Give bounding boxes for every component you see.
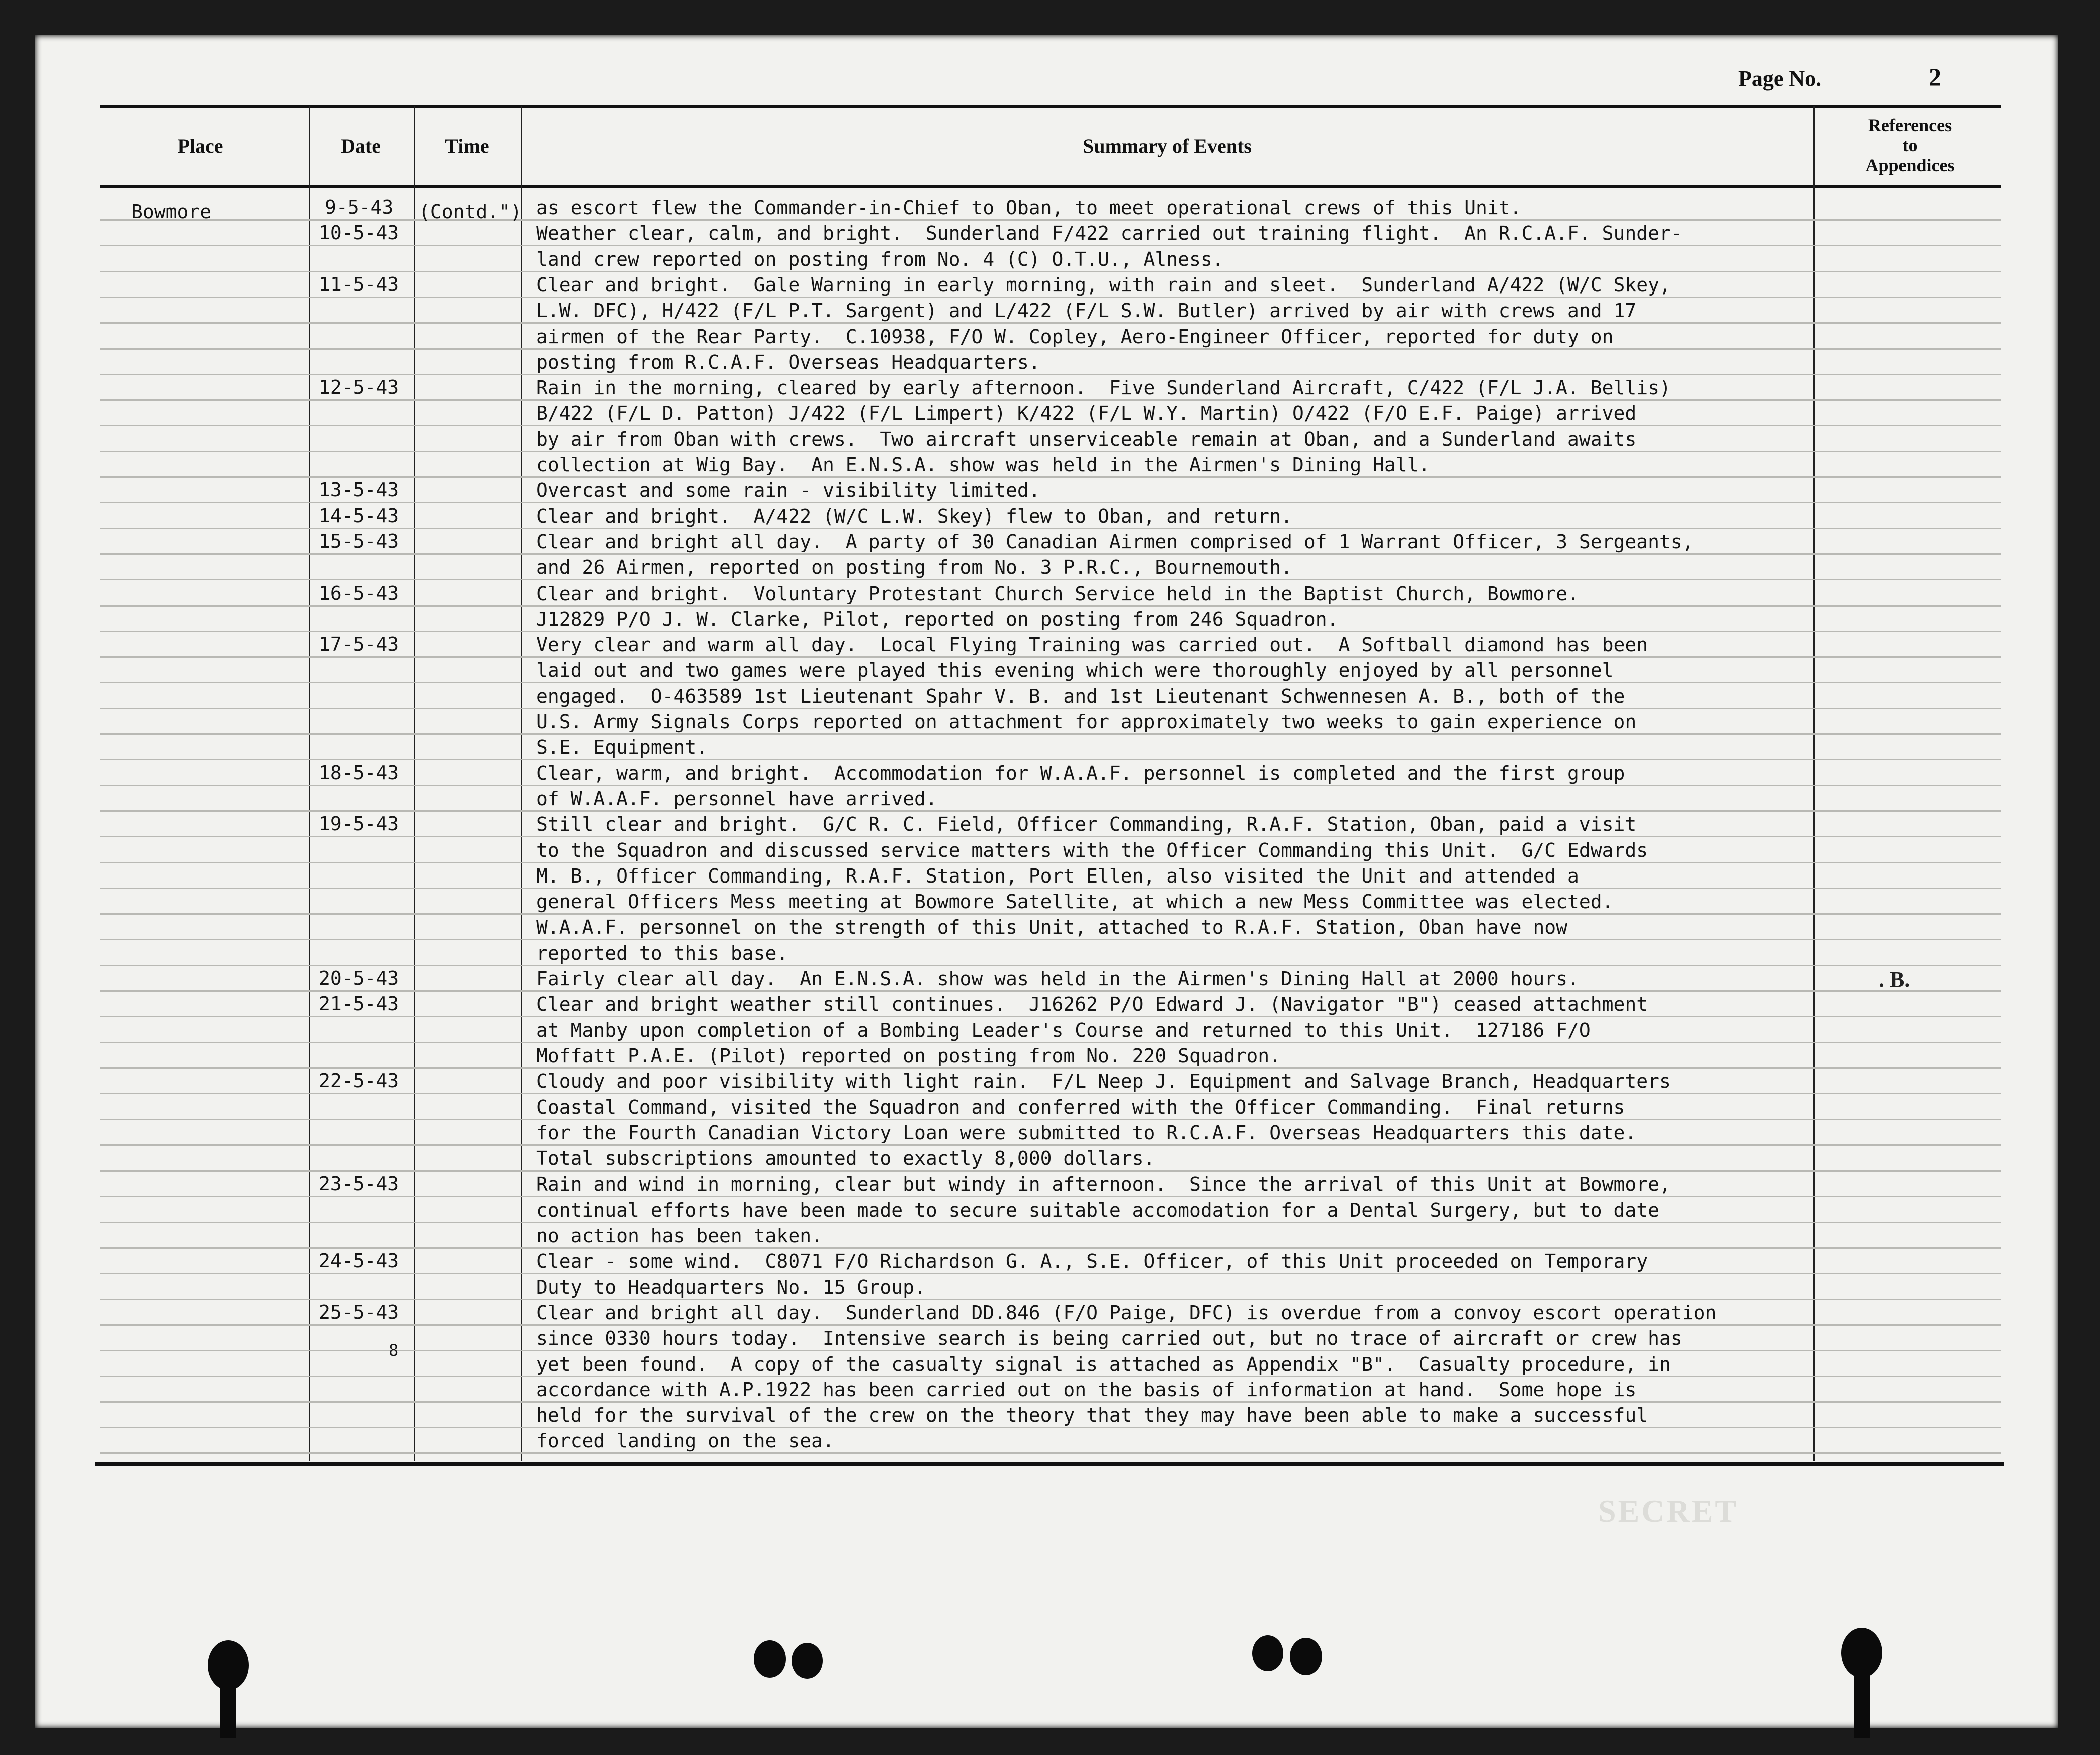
summary-line: Clear and bright. Voluntary Protestant Church Service held in the Baptist Church, Bowmore. xyxy=(536,582,1579,605)
entry-date: 10-5-43 xyxy=(319,222,399,244)
appendix-reference-mark: . B. xyxy=(1879,967,1910,992)
summary-line: Cloudy and poor visibility with light rain. F/L Neep J. Equipment and Salvage Branch, Headquarters xyxy=(536,1070,1671,1092)
entry-date: 12-5-43 xyxy=(319,376,399,398)
ruled-line xyxy=(100,502,2001,503)
summary-line: of W.A.A.F. personnel have arrived. xyxy=(536,788,937,810)
entry-date: 13-5-43 xyxy=(319,479,399,501)
binder-slot-right xyxy=(1854,1663,1870,1738)
ruled-line xyxy=(100,759,2001,760)
entry-date: 11-5-43 xyxy=(319,273,399,296)
binder-hole-center-left-a xyxy=(754,1640,786,1678)
summary-line: for the Fourth Canadian Victory Loan were submitted to R.C.A.F. Overseas Headquarters this date. xyxy=(536,1122,1637,1144)
summary-line: collection at Wig Bay. An E.N.S.A. show was held in the Airmen's Dining Hall. xyxy=(536,454,1430,476)
summary-line: posting from R.C.A.F. Overseas Headquarters. xyxy=(536,351,1040,373)
summary-line: held for the survival of the crew on the theory that they may have been able to make a successful xyxy=(536,1404,1648,1426)
summary-line: reported to this base. xyxy=(536,942,789,964)
summary-line: laid out and two games were played this evening which were thoroughly enjoyed by all personnel xyxy=(536,659,1614,681)
summary-line: Coastal Command, visited the Squadron and conferred with the Officer Commanding. Final returns xyxy=(536,1096,1625,1118)
entry-date: 20-5-43 xyxy=(319,967,399,989)
summary-line: forced landing on the sea. xyxy=(536,1430,834,1452)
header-bottom-rule xyxy=(100,185,2001,188)
summary-line: Overcast and some rain - visibility limited. xyxy=(536,479,1040,501)
summary-line: Moffatt P.A.E. (Pilot) reported on posting from No. 220 Squadron. xyxy=(536,1045,1281,1067)
summary-line: Clear and bright all day. Sunderland DD.846 (F/O Paige, DFC) is overdue from a convoy escort operation xyxy=(536,1302,1717,1324)
summary-line: Clear, warm, and bright. Accommodation for W.A.A.F. personnel is completed and the first group xyxy=(536,762,1625,784)
summary-line: L.W. DFC), H/422 (F/L P.T. Sargent) and L/422 (F/L S.W. Butler) arrived by air with crews and 17 xyxy=(536,300,1637,322)
summary-line: Clear and bright weather still continues. J16262 P/O Edward J. (Navigator "B") ceased attachment xyxy=(536,993,1648,1015)
summary-line: Weather clear, calm, and bright. Sunderland F/422 carried out training flight. An R.C.A.F. Sunder- xyxy=(536,222,1682,244)
place-entry: Bowmore xyxy=(131,201,212,223)
header-date: Date xyxy=(341,135,381,157)
summary-line: Total subscriptions amounted to exactly 8,000 dollars. xyxy=(536,1147,1155,1169)
binder-slot-left xyxy=(220,1678,236,1738)
header-summary: Summary of Events xyxy=(1083,135,1252,157)
summary-line: W.A.A.F. personnel on the strength of this Unit, attached to R.A.F. Station, Oban have now xyxy=(536,916,1568,938)
summary-line: Clear - some wind. C8071 F/O Richardson G. A., S.E. Officer, of this Unit proceeded on Temporary xyxy=(536,1250,1648,1272)
entry-date: 14-5-43 xyxy=(319,505,399,527)
entry-date: 18-5-43 xyxy=(319,762,399,784)
entry-date: 15-5-43 xyxy=(319,530,399,552)
summary-line: at Manby upon completion of a Bombing Leader's Course and returned to this Unit. 127186 F/O xyxy=(536,1019,1591,1041)
entry-date: 23-5-43 xyxy=(319,1173,399,1195)
summary-line: land crew reported on posting from No. 4 (C) O.T.U., Alness. xyxy=(536,248,1224,270)
summary-line: since 0330 hours today. Intensive search is being carried out, but no trace of aircraft or crew has xyxy=(536,1327,1682,1349)
summary-line: M. B., Officer Commanding, R.A.F. Station, Port Ellen, also visited the Unit and attended a xyxy=(536,865,1579,887)
entry-date: 21-5-43 xyxy=(319,993,399,1015)
summary-line: Very clear and warm all day. Local Flying Training was carried out. A Softball diamond has been xyxy=(536,634,1648,656)
summary-line: and 26 Airmen, reported on posting from No. 3 P.R.C., Bournemouth. xyxy=(536,556,1292,578)
margin-note: 8 xyxy=(389,1341,399,1360)
summary-line: engaged. O-463589 1st Lieutenant Spahr V. B. and 1st Lieutenant Schwennesen A. B., both of the xyxy=(536,685,1625,707)
summary-line: as escort flew the Commander-in-Chief to Oban, to meet operational crews of this Unit. xyxy=(536,197,1522,219)
footer-rule xyxy=(95,1462,2004,1466)
summary-line: Clear and bright. Gale Warning in early morning, with rain and sleet. Sunderland A/422 (W/C Skey, xyxy=(536,274,1671,296)
summary-line: U.S. Army Signals Corps reported on attachment for approximately two weeks to gain experience on xyxy=(536,711,1637,733)
summary-line: Fairly clear all day. An E.N.S.A. show was held in the Airmen's Dining Hall at 2000 hours. xyxy=(536,968,1579,990)
summary-line: Duty to Headquarters No. 15 Group. xyxy=(536,1276,926,1298)
summary-line: continual efforts have been made to secure suitable accomodation for a Dental Surgery, but to date xyxy=(536,1199,1660,1221)
column-divider-date xyxy=(414,106,415,1461)
summary-line: Clear and bright. A/422 (W/C L.W. Skey) flew to Oban, and return. xyxy=(536,505,1292,527)
header-references: References to Appendices xyxy=(1865,115,1955,175)
column-divider-place xyxy=(309,106,310,1461)
summary-line: J12829 P/O J. W. Clarke, Pilot, reported on posting from 246 Squadron. xyxy=(536,608,1339,630)
summary-line: yet been found. A copy of the casualty signal is attached as Appendix "B". Casualty procedure, in xyxy=(536,1353,1671,1375)
summary-line: to the Squadron and discussed service matters with the Officer Commanding this Unit. G/C Edwards xyxy=(536,839,1648,861)
summary-line: Clear and bright all day. A party of 30 Canadian Airmen comprised of 1 Warrant Officer, 3 Sergeants, xyxy=(536,531,1694,553)
entry-date: 25-5-43 xyxy=(319,1301,399,1323)
summary-line: general Officers Mess meeting at Bowmore Satellite, at which a new Mess Committee was elected. xyxy=(536,891,1614,913)
header-place: Place xyxy=(177,135,223,157)
entry-date: 24-5-43 xyxy=(319,1250,399,1272)
summary-line: Rain in the morning, cleared by early afternoon. Five Sunderland Aircraft, C/422 (F/L J.A. Bellis) xyxy=(536,377,1671,399)
summary-line: no action has been taken. xyxy=(536,1225,823,1247)
entry-date: 19-5-43 xyxy=(319,813,399,835)
summary-line: accordance with A.P.1922 has been carried out on the basis of information at hand. Some hope is xyxy=(536,1379,1637,1401)
summary-line: Rain and wind in morning, clear but windy in afternoon. Since the arrival of this Unit at Bowmore, xyxy=(536,1173,1671,1195)
time-entry: (Contd.") xyxy=(419,201,522,223)
summary-line: airmen of the Rear Party. C.10938, F/O W. Copley, Aero-Engineer Officer, reported for duty on xyxy=(536,326,1614,348)
binder-hole-center-right-b xyxy=(1290,1638,1322,1675)
column-divider-time xyxy=(521,106,522,1461)
header-top-rule xyxy=(100,105,2001,108)
entry-date: 16-5-43 xyxy=(319,582,399,604)
column-divider-summary xyxy=(1813,106,1815,1461)
entry-date: 9-5-43 xyxy=(325,196,394,218)
header-time: Time xyxy=(445,135,489,157)
summary-line: Still clear and bright. G/C R. C. Field, Officer Commanding, R.A.F. Station, Oban, paid a visit xyxy=(536,813,1637,835)
entry-date: 22-5-43 xyxy=(319,1070,399,1092)
entry-date: 17-5-43 xyxy=(319,633,399,655)
binder-hole-center-right-a xyxy=(1252,1635,1283,1671)
summary-line: S.E. Equipment. xyxy=(536,736,708,758)
binder-hole-center-left-b xyxy=(792,1643,823,1679)
summary-line: B/422 (F/L D. Patton) J/422 (F/L Limpert) K/422 (F/L W.Y. Martin) O/422 (F/O E.F. Paige) arrived xyxy=(536,402,1637,424)
page-number: 2 xyxy=(1929,63,1941,91)
ruled-line xyxy=(100,1452,2001,1454)
secret-stamp: SECRET xyxy=(1598,1493,1739,1529)
page-number-label: Page No. xyxy=(1738,66,1822,91)
summary-line: by air from Oban with crews. Two aircraft unserviceable remain at Oban, and a Sunderland awaits xyxy=(536,428,1637,450)
